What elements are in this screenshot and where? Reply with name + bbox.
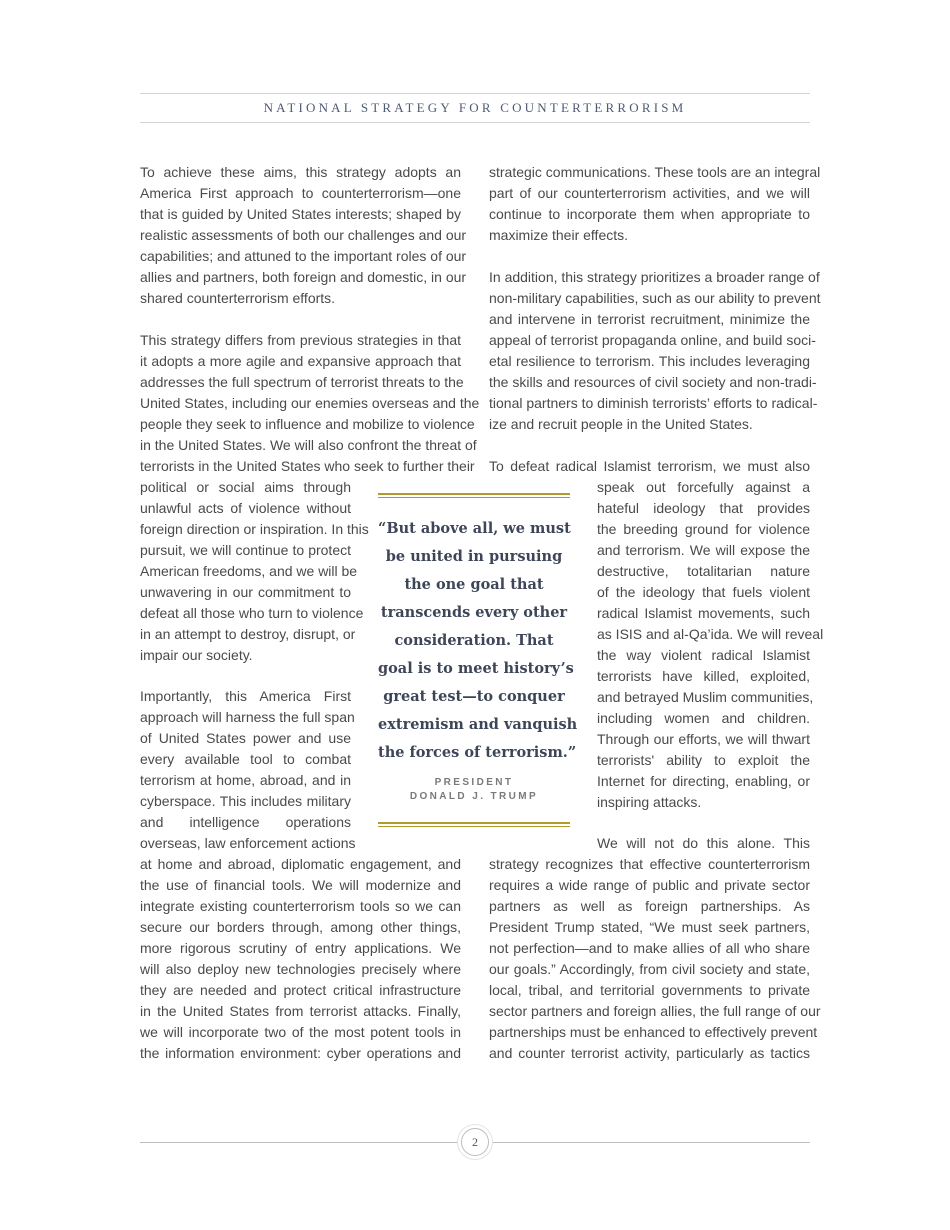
text-line: in the United States. We will also confront the threat of [140, 437, 477, 453]
quote-line: transcends every other [380, 604, 568, 621]
text-line: we will incorporate two of the most potent tools in [140, 1024, 461, 1040]
text-line: sector partners and foreign allies, the full range of our [489, 1003, 821, 1019]
right-paragraph-4 [489, 833, 821, 1064]
text-line: integrate existing counterterrorism tools so we can [140, 898, 461, 914]
right-paragraph-1 [489, 162, 821, 246]
text-line: We will not do this alone. This [597, 835, 810, 851]
text-line: ize and recruit people in the United States. [489, 416, 753, 432]
quote-line: consideration. That [394, 632, 554, 649]
text-line: radical Islamist movements, such [597, 605, 810, 621]
text-line: unwavering in our commitment to [140, 584, 351, 600]
footer-rule-left [140, 1142, 458, 1143]
quote-text [378, 515, 578, 767]
text-line: the skills and resources of civil society and non-tradi- [489, 374, 817, 390]
text-line: overseas, law enforcement actions [140, 835, 356, 851]
quote-top-rule [378, 493, 570, 498]
footer-rule-right [492, 1142, 810, 1143]
text-line: addresses the full spectrum of terrorist threats to the [140, 374, 464, 390]
text-line: American freedoms, and we will be [140, 563, 358, 579]
text-line: partnerships must be enhanced to effectively prevent [489, 1024, 818, 1040]
quote-line: be united in pursuing [385, 548, 563, 565]
text-line: Internet for directing, enabling, or [597, 773, 810, 789]
text-line: not perfection—and to make allies of all who share [489, 940, 810, 956]
text-line: tional partners to diminish terrorists’ efforts to radical- [489, 395, 818, 411]
quote-attribution [378, 776, 570, 804]
header-top-rule [140, 93, 810, 94]
text-line: foreign direction or inspiration. In this [140, 521, 369, 537]
text-line: partners as well as foreign partnerships. As [489, 898, 810, 914]
text-line: unlawful acts of violence without [140, 500, 351, 516]
text-line: Importantly, this America First [140, 688, 351, 704]
text-line: that is guided by United States interests; shaped by [140, 206, 461, 222]
text-line: at home and abroad, diplomatic engagement, and [140, 856, 461, 872]
text-line: people they seek to influence and mobilize to violence [140, 416, 475, 432]
text-line: our goals.” Accordingly, from civil society and state, [489, 961, 810, 977]
text-line: strategy recognizes that effective counterterrorism [489, 856, 810, 872]
text-line: strategic communications. These tools are an integral [489, 164, 821, 180]
quote-line: extremism and vanquish [378, 716, 578, 733]
text-line: etal resilience to terrorism. This includes leveraging [489, 353, 810, 369]
text-line: maximize their effects. [489, 227, 629, 243]
text-line: they are needed and protect critical infrastructure [140, 982, 461, 998]
quote-line: great test—to conquer [383, 688, 565, 705]
text-line: shared counterterrorism efforts. [140, 290, 336, 306]
attribution-name: DONALD J. TRUMP [409, 791, 539, 802]
text-line: in an attempt to destroy, disrupt, or [140, 626, 356, 642]
text-line: requires a wide range of public and private sector [489, 877, 810, 893]
text-line: continue to incorporate them when appropriate to [489, 206, 810, 222]
text-line: terrorists in the United States who seek to further their [140, 458, 475, 474]
text-line: will also deploy new technologies precisely where [140, 961, 461, 977]
running-header: NATIONAL STRATEGY FOR COUNTERTERRORISM [263, 100, 687, 115]
header-bottom-rule [140, 122, 810, 123]
text-line: impair our society. [140, 647, 253, 663]
text-line: realistic assessments of both our challenges and our [140, 227, 467, 243]
quote-line: goal is to meet history’s [378, 660, 574, 677]
text-line: as ISIS and al-Qa’ida. We will reveal [597, 626, 824, 642]
quote-bottom-rule [378, 822, 570, 827]
right-paragraph-2 [489, 267, 821, 435]
text-line: part of our counterterrorism activities, and we will [489, 185, 810, 201]
text-line: the breeding ground for violence [597, 521, 810, 537]
text-line: destructive, totalitarian nature [597, 563, 810, 579]
attribution-title: PRESIDENT [434, 777, 514, 788]
text-line: pursuit, we will continue to protect [140, 542, 351, 558]
text-line: allies and partners, both foreign and domestic, in our [140, 269, 467, 285]
text-line: To defeat radical Islamist terrorism, we must also [489, 458, 810, 474]
pull-quote [378, 493, 578, 831]
quote-line: the forces of terrorism.” [378, 744, 577, 761]
text-line: capabilities; and attuned to the important roles of our [140, 248, 467, 264]
text-line: This strategy differs from previous strategies in that [140, 332, 461, 348]
text-line: secure our borders through, among other things, [140, 919, 461, 935]
text-line: of the ideology that fuels violent [597, 584, 810, 600]
quote-line: the one goal that [404, 576, 544, 593]
left-paragraph-1 [140, 162, 467, 309]
text-line: and terrorism. We will expose the [597, 542, 810, 558]
text-line: in the United States from terrorist attacks. Finally, [140, 1003, 461, 1019]
text-line: the use of financial tools. We will modernize and [140, 877, 461, 893]
text-line: United States, including our enemies overseas and the [140, 395, 480, 411]
text-line: hateful ideology that provides [597, 500, 810, 516]
page-number: 2 [461, 1128, 489, 1156]
text-line: local, tribal, and territorial governments to private [489, 982, 810, 998]
text-line: In addition, this strategy prioritizes a broader range of [489, 269, 820, 285]
text-line: terrorists have killed, exploited, [597, 668, 810, 684]
text-line: and betrayed Muslim communities, [597, 689, 814, 705]
text-line: the way violent radical Islamist [597, 647, 810, 663]
text-line: cyberspace. This includes military [140, 793, 351, 809]
text-line: the information environment: cyber operations and [140, 1045, 461, 1061]
text-line: President Trump stated, “We must seek partners, [489, 919, 810, 935]
text-line: inspiring attacks. [597, 794, 702, 810]
text-line: appeal of terrorist propaganda online, and build soci- [489, 332, 816, 348]
text-line: and intervene in terrorist recruitment, minimize the [489, 311, 810, 327]
text-line: defeat all those who turn to violence [140, 605, 364, 621]
quote-line: “But above all, we must [378, 520, 571, 537]
text-line: terrorists' ability to exploit the [597, 752, 810, 768]
text-line: speak out forcefully against a [597, 479, 810, 495]
text-line: more rigorous scrutiny of entry applications. We [140, 940, 461, 956]
text-line: every available tool to combat [140, 751, 351, 767]
text-line: non-military capabilities, such as our ability to prevent [489, 290, 821, 306]
text-line: and counter terrorist activity, particularly as tactics [489, 1045, 810, 1061]
text-line: of United States power and use [140, 730, 351, 746]
text-line: Through our efforts, we will thwart [597, 731, 810, 747]
text-line: political or social aims through [140, 479, 351, 495]
text-line: it adopts a more agile and expansive approach that [140, 353, 461, 369]
text-line: and intelligence operations [140, 814, 351, 830]
text-line: To achieve these aims, this strategy adopts an [140, 164, 461, 180]
text-line: terrorism at home, abroad, and in [140, 772, 351, 788]
text-line: America First approach to counterterrorism—one [140, 185, 461, 201]
text-line: approach will harness the full span [140, 709, 355, 725]
text-line: including women and children. [597, 710, 810, 726]
